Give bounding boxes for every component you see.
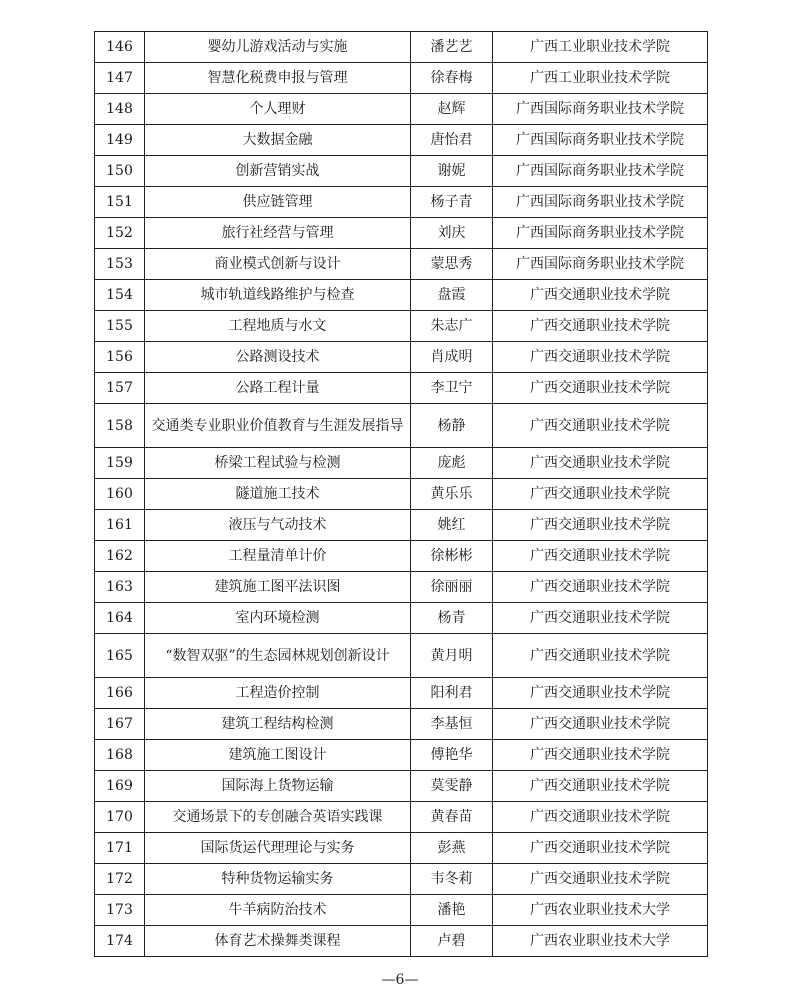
school-cell: 广西交通职业技术学院 <box>493 448 708 479</box>
instructor-cell: 杨青 <box>411 603 493 634</box>
school-cell: 广西交通职业技术学院 <box>493 373 708 404</box>
row-number-cell: 161 <box>95 510 145 541</box>
school-cell: 广西国际商务职业技术学院 <box>493 218 708 249</box>
course-name-cell: 工程地质与水文 <box>145 311 411 342</box>
course-name-cell: 建筑施工图平法识图 <box>145 572 411 603</box>
row-number-cell: 163 <box>95 572 145 603</box>
course-name-cell: 供应链管理 <box>145 187 411 218</box>
table-row <box>95 634 708 678</box>
table-row <box>95 156 708 187</box>
row-number-cell: 148 <box>95 94 145 125</box>
course-name-cell: 创新营销实战 <box>145 156 411 187</box>
instructor-cell: 杨子青 <box>411 187 493 218</box>
table-row <box>95 280 708 311</box>
school-cell: 广西国际商务职业技术学院 <box>493 187 708 218</box>
course-name-cell: 交通场景下的专创融合英语实践课 <box>145 802 411 833</box>
row-number-cell: 150 <box>95 156 145 187</box>
school-cell: 广西交通职业技术学院 <box>493 510 708 541</box>
instructor-cell: 朱志广 <box>411 311 493 342</box>
row-number-cell: 146 <box>95 32 145 63</box>
instructor-cell: 黄乐乐 <box>411 479 493 510</box>
course-name-cell: 个人理财 <box>145 94 411 125</box>
course-table <box>94 31 708 957</box>
school-cell: 广西工业职业技术学院 <box>493 32 708 63</box>
school-cell: 广西交通职业技术学院 <box>493 572 708 603</box>
table-row <box>95 448 708 479</box>
course-name-cell: 智慧化税费申报与管理 <box>145 63 411 94</box>
page-number: —6— <box>381 972 419 988</box>
course-name-cell: 旅行社经营与管理 <box>145 218 411 249</box>
table-row <box>95 94 708 125</box>
course-name-cell: 特种货物运输实务 <box>145 864 411 895</box>
school-cell: 广西交通职业技术学院 <box>493 740 708 771</box>
course-name-cell: 交通类专业职业价值教育与生涯发展指导 <box>145 404 411 448</box>
school-cell: 广西国际商务职业技术学院 <box>493 94 708 125</box>
row-number-cell: 151 <box>95 187 145 218</box>
course-name-cell: 室内环境检测 <box>145 603 411 634</box>
course-name-cell: 婴幼儿游戏活动与实施 <box>145 32 411 63</box>
course-name-cell: 国际货运代理理论与实务 <box>145 833 411 864</box>
row-number-cell: 149 <box>95 125 145 156</box>
course-name-cell: 建筑工程结构检测 <box>145 709 411 740</box>
instructor-cell: 唐怡君 <box>411 125 493 156</box>
table-row <box>95 771 708 802</box>
instructor-cell: 盘霞 <box>411 280 493 311</box>
row-number-cell: 166 <box>95 678 145 709</box>
row-number-cell: 147 <box>95 63 145 94</box>
school-cell: 广西国际商务职业技术学院 <box>493 249 708 280</box>
course-name-cell: 国际海上货物运输 <box>145 771 411 802</box>
table-row <box>95 833 708 864</box>
table-body <box>95 32 708 957</box>
school-cell: 广西交通职业技术学院 <box>493 864 708 895</box>
row-number-cell: 167 <box>95 709 145 740</box>
instructor-cell: 潘艳 <box>411 895 493 926</box>
instructor-cell: 彭燕 <box>411 833 493 864</box>
table-row <box>95 311 708 342</box>
row-number-cell: 172 <box>95 864 145 895</box>
table-row <box>95 342 708 373</box>
table-row <box>95 63 708 94</box>
school-cell: 广西交通职业技术学院 <box>493 771 708 802</box>
course-name-cell: 牛羊病防治技术 <box>145 895 411 926</box>
school-cell: 广西交通职业技术学院 <box>493 833 708 864</box>
school-cell: 广西农业职业技术大学 <box>493 895 708 926</box>
row-number-cell: 158 <box>95 404 145 448</box>
table-row <box>95 709 708 740</box>
instructor-cell: 卢碧 <box>411 926 493 957</box>
course-name-cell: 桥梁工程试验与检测 <box>145 448 411 479</box>
school-cell: 广西交通职业技术学院 <box>493 280 708 311</box>
table-row <box>95 678 708 709</box>
school-cell: 广西国际商务职业技术学院 <box>493 125 708 156</box>
course-name-cell: 体育艺术操舞类课程 <box>145 926 411 957</box>
table-row <box>95 895 708 926</box>
table-row <box>95 32 708 63</box>
course-name-cell: 隧道施工技术 <box>145 479 411 510</box>
table-row <box>95 572 708 603</box>
instructor-cell: 莫雯静 <box>411 771 493 802</box>
row-number-cell: 164 <box>95 603 145 634</box>
instructor-cell: 姚红 <box>411 510 493 541</box>
instructor-cell: 黄春苗 <box>411 802 493 833</box>
course-name-cell: 公路测设技术 <box>145 342 411 373</box>
row-number-cell: 156 <box>95 342 145 373</box>
row-number-cell: 170 <box>95 802 145 833</box>
instructor-cell: 徐丽丽 <box>411 572 493 603</box>
row-number-cell: 168 <box>95 740 145 771</box>
course-name-cell: 商业模式创新与设计 <box>145 249 411 280</box>
table-row <box>95 249 708 280</box>
table-row <box>95 926 708 957</box>
row-number-cell: 152 <box>95 218 145 249</box>
instructor-cell: 赵辉 <box>411 94 493 125</box>
instructor-cell: 傅艳华 <box>411 740 493 771</box>
instructor-cell: 杨静 <box>411 404 493 448</box>
table-row <box>95 603 708 634</box>
table-row <box>95 541 708 572</box>
row-number-cell: 162 <box>95 541 145 572</box>
instructor-cell: 肖成明 <box>411 342 493 373</box>
table-row <box>95 510 708 541</box>
table-row <box>95 187 708 218</box>
school-cell: 广西国际商务职业技术学院 <box>493 156 708 187</box>
school-cell: 广西交通职业技术学院 <box>493 311 708 342</box>
school-cell: 广西交通职业技术学院 <box>493 678 708 709</box>
table-row <box>95 373 708 404</box>
instructor-cell: 阳利君 <box>411 678 493 709</box>
table-row <box>95 479 708 510</box>
instructor-cell: 徐春梅 <box>411 63 493 94</box>
instructor-cell: 韦冬莉 <box>411 864 493 895</box>
table-row <box>95 802 708 833</box>
instructor-cell: 蒙思秀 <box>411 249 493 280</box>
instructor-cell: 李卫宁 <box>411 373 493 404</box>
school-cell: 广西交通职业技术学院 <box>493 404 708 448</box>
course-name-cell: 液压与气动技术 <box>145 510 411 541</box>
course-name-cell: 工程量清单计价 <box>145 541 411 572</box>
instructor-cell: 庞彪 <box>411 448 493 479</box>
row-number-cell: 154 <box>95 280 145 311</box>
table-row <box>95 404 708 448</box>
row-number-cell: 153 <box>95 249 145 280</box>
row-number-cell: 157 <box>95 373 145 404</box>
table-row <box>95 125 708 156</box>
school-cell: 广西交通职业技术学院 <box>493 709 708 740</box>
row-number-cell: 159 <box>95 448 145 479</box>
instructor-cell: 潘艺艺 <box>411 32 493 63</box>
school-cell: 广西工业职业技术学院 <box>493 63 708 94</box>
instructor-cell: 谢妮 <box>411 156 493 187</box>
row-number-cell: 155 <box>95 311 145 342</box>
school-cell: 广西交通职业技术学院 <box>493 479 708 510</box>
row-number-cell: 174 <box>95 926 145 957</box>
school-cell: 广西交通职业技术学院 <box>493 342 708 373</box>
course-name-cell: 大数据金融 <box>145 125 411 156</box>
table-row <box>95 740 708 771</box>
course-name-cell: “数智双驱”的生态园林规划创新设计 <box>145 634 411 678</box>
course-name-cell: 工程造价控制 <box>145 678 411 709</box>
table-row <box>95 864 708 895</box>
course-name-cell: 建筑施工图设计 <box>145 740 411 771</box>
table-row <box>95 218 708 249</box>
instructor-cell: 徐彬彬 <box>411 541 493 572</box>
row-number-cell: 160 <box>95 479 145 510</box>
school-cell: 广西农业职业技术大学 <box>493 926 708 957</box>
course-name-cell: 公路工程计量 <box>145 373 411 404</box>
school-cell: 广西交通职业技术学院 <box>493 802 708 833</box>
school-cell: 广西交通职业技术学院 <box>493 541 708 572</box>
row-number-cell: 171 <box>95 833 145 864</box>
instructor-cell: 李基恒 <box>411 709 493 740</box>
course-name-cell: 城市轨道线路维护与检查 <box>145 280 411 311</box>
school-cell: 广西交通职业技术学院 <box>493 634 708 678</box>
instructor-cell: 黄月明 <box>411 634 493 678</box>
school-cell: 广西交通职业技术学院 <box>493 603 708 634</box>
instructor-cell: 刘庆 <box>411 218 493 249</box>
row-number-cell: 169 <box>95 771 145 802</box>
row-number-cell: 165 <box>95 634 145 678</box>
row-number-cell: 173 <box>95 895 145 926</box>
